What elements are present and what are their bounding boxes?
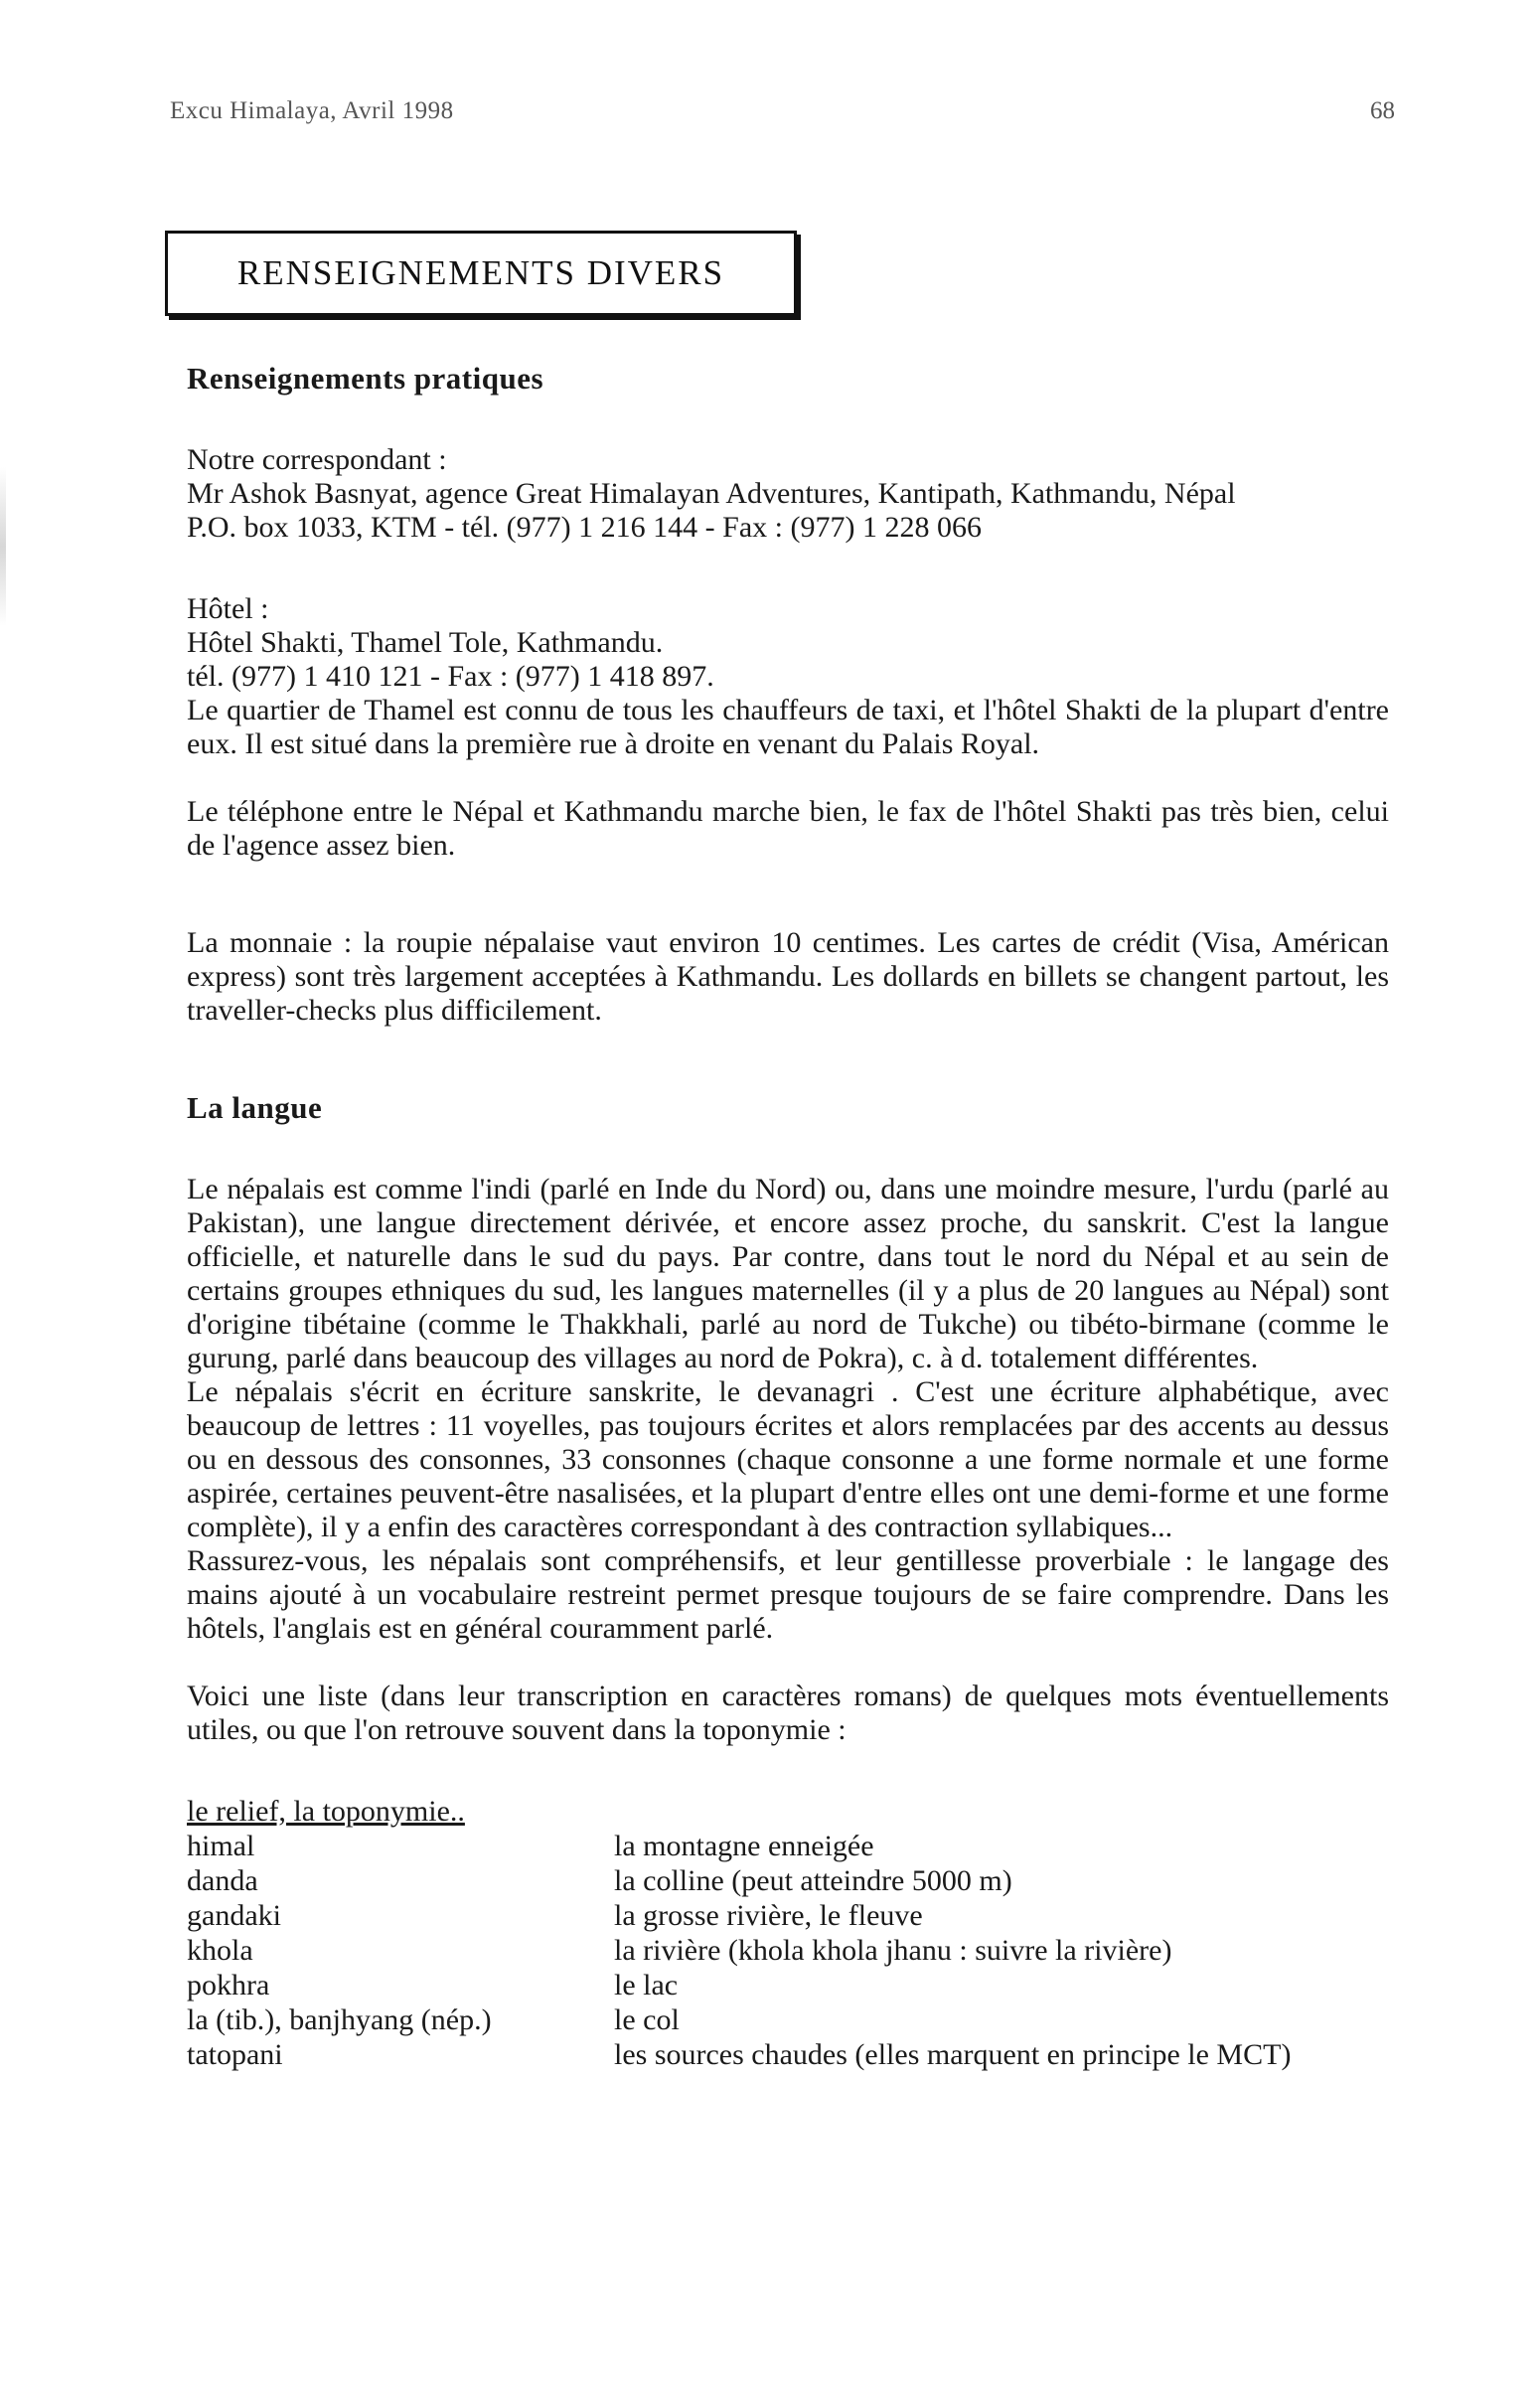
vocab-meaning: la grosse rivière, le fleuve [614, 1899, 923, 1932]
vocab-term: la (tib.), banjhyang (nép.) [187, 2003, 492, 2036]
hotel-address: Hôtel Shakti, Thamel Tole, Kathmandu. [187, 626, 664, 659]
monnaie-paragraph: La monnaie : la roupie népalaise vaut environ 10 centimes. Les cartes de crédit (Visa, Américan express) sont très largement acceptées à Kathmandu. Les dollards en billets se changent partout, les traveller-checks plus difficilement. [187, 926, 1389, 1027]
scan-edge-shadow [0, 467, 6, 626]
table-row [187, 1933, 1389, 1968]
vocab-term: khola [187, 1934, 253, 1967]
vocab-meaning: la rivière (khola khola jhanu : suivre la rivière) [614, 1934, 1172, 1967]
running-header: Excu Himalaya, Avril 1998 [170, 97, 454, 124]
vocab-term: himal [187, 1830, 255, 1862]
hotel-label: Hôtel : [187, 592, 269, 625]
vocab-meaning: la montagne enneigée [614, 1830, 874, 1862]
table-row [187, 1968, 1389, 2002]
langue-paragraph-3: Rassurez-vous, les népalais sont compréhensifs, et leur gentillesse proverbiale : le langage des mains ajouté à un vocabulaire restreint permet presque toujours de se faire comprendre. Dans les hôtels, l'anglais est en général couramment parlé. [187, 1544, 1389, 1645]
correspondant-label: Notre correspondant : [187, 443, 447, 476]
vocab-meaning: les sources chaudes (elles marquent en principe le MCT) [614, 2038, 1292, 2071]
section-heading-pratiques: Renseignements pratiques [187, 361, 544, 396]
vocabulary-title: le relief, la toponymie.. [187, 1795, 465, 1828]
vocab-meaning: la colline (peut atteindre 5000 m) [614, 1864, 1012, 1897]
table-row [187, 1829, 1389, 1863]
langue-paragraph-4: Voici une liste (dans leur transcription en caractères romans) de quelques mots éventuellements utiles, ou que l'on retrouve souvent dans la toponymie : [187, 1680, 1389, 1746]
page-title: RENSEIGNEMENTS DIVERS [165, 231, 797, 316]
table-row [187, 2037, 1389, 2072]
table-row [187, 1898, 1389, 1933]
table-row [187, 1863, 1389, 1898]
page-number: 68 [1370, 97, 1395, 124]
hotel-contact: tél. (977) 1 410 121 - Fax : (977) 1 418 897. [187, 660, 714, 693]
vocab-meaning: le lac [614, 1969, 679, 2001]
langue-paragraph-1: Le népalais est comme l'indi (parlé en Inde du Nord) ou, dans une moindre mesure, l'urdu (parlé au Pakistan), une langue directement dérivée, et encore assez proche, du sanskrit. C'est la langue officielle, et naturelle dans le sud du pays. Par contre, dans tout le nord du Népal et au sein de certains groupes ethniques du sud, les langues maternelles (il y a plus de 20 langues au Népal) sont d'origine tibétaine (comme le Thakkhali, parlé au nord de Tukche) ou tibéto-birmane (comme le gurung, parlé dans beaucoup des villages au nord de Pokra), c. à d. totalement différentes. [187, 1173, 1389, 1374]
vocab-term: tatopani [187, 2038, 283, 2071]
hotel-paragraph: Le quartier de Thamel est connu de tous les chauffeurs de taxi, et l'hôtel Shakti de la plupart d'entre eux. Il est situé dans la première rue à droite en venant du Palais Royal. [187, 694, 1389, 760]
correspondant-contact: P.O. box 1033, KTM - tél. (977) 1 216 144 - Fax : (977) 1 228 066 [187, 511, 982, 544]
vocabulary-table [187, 1829, 1389, 2072]
telephone-paragraph: Le téléphone entre le Népal et Kathmandu marche bien, le fax de l'hôtel Shakti pas très bien, celui de l'agence assez bien. [187, 795, 1389, 862]
vocab-term: pokhra [187, 1969, 270, 2001]
section-heading-langue: La langue [187, 1090, 323, 1125]
vocab-term: danda [187, 1864, 258, 1897]
langue-paragraph-2: Le népalais s'écrit en écriture sanskrite, le devanagri . C'est une écriture alphabétique, avec beaucoup de lettres : 11 voyelles, pas toujours écrites et alors remplacées par des accents au dessus ou en dessous des consonnes, 33 consonnes (chaque consonne a une forme normale et une forme aspirée, certaines peuvent-être nasalisées, et la plupart d'entre elles ont une demi-forme et une forme complète), il y a enfin des caractères correspondant à des contraction syllabiques... [187, 1375, 1389, 1543]
table-row [187, 2002, 1389, 2037]
vocab-term: gandaki [187, 1899, 281, 1932]
document-body [187, 362, 1389, 2072]
vocab-meaning: le col [614, 2003, 680, 2036]
correspondant-address: Mr Ashok Basnyat, agence Great Himalayan Adventures, Kantipath, Kathmandu, Népal [187, 477, 1236, 510]
